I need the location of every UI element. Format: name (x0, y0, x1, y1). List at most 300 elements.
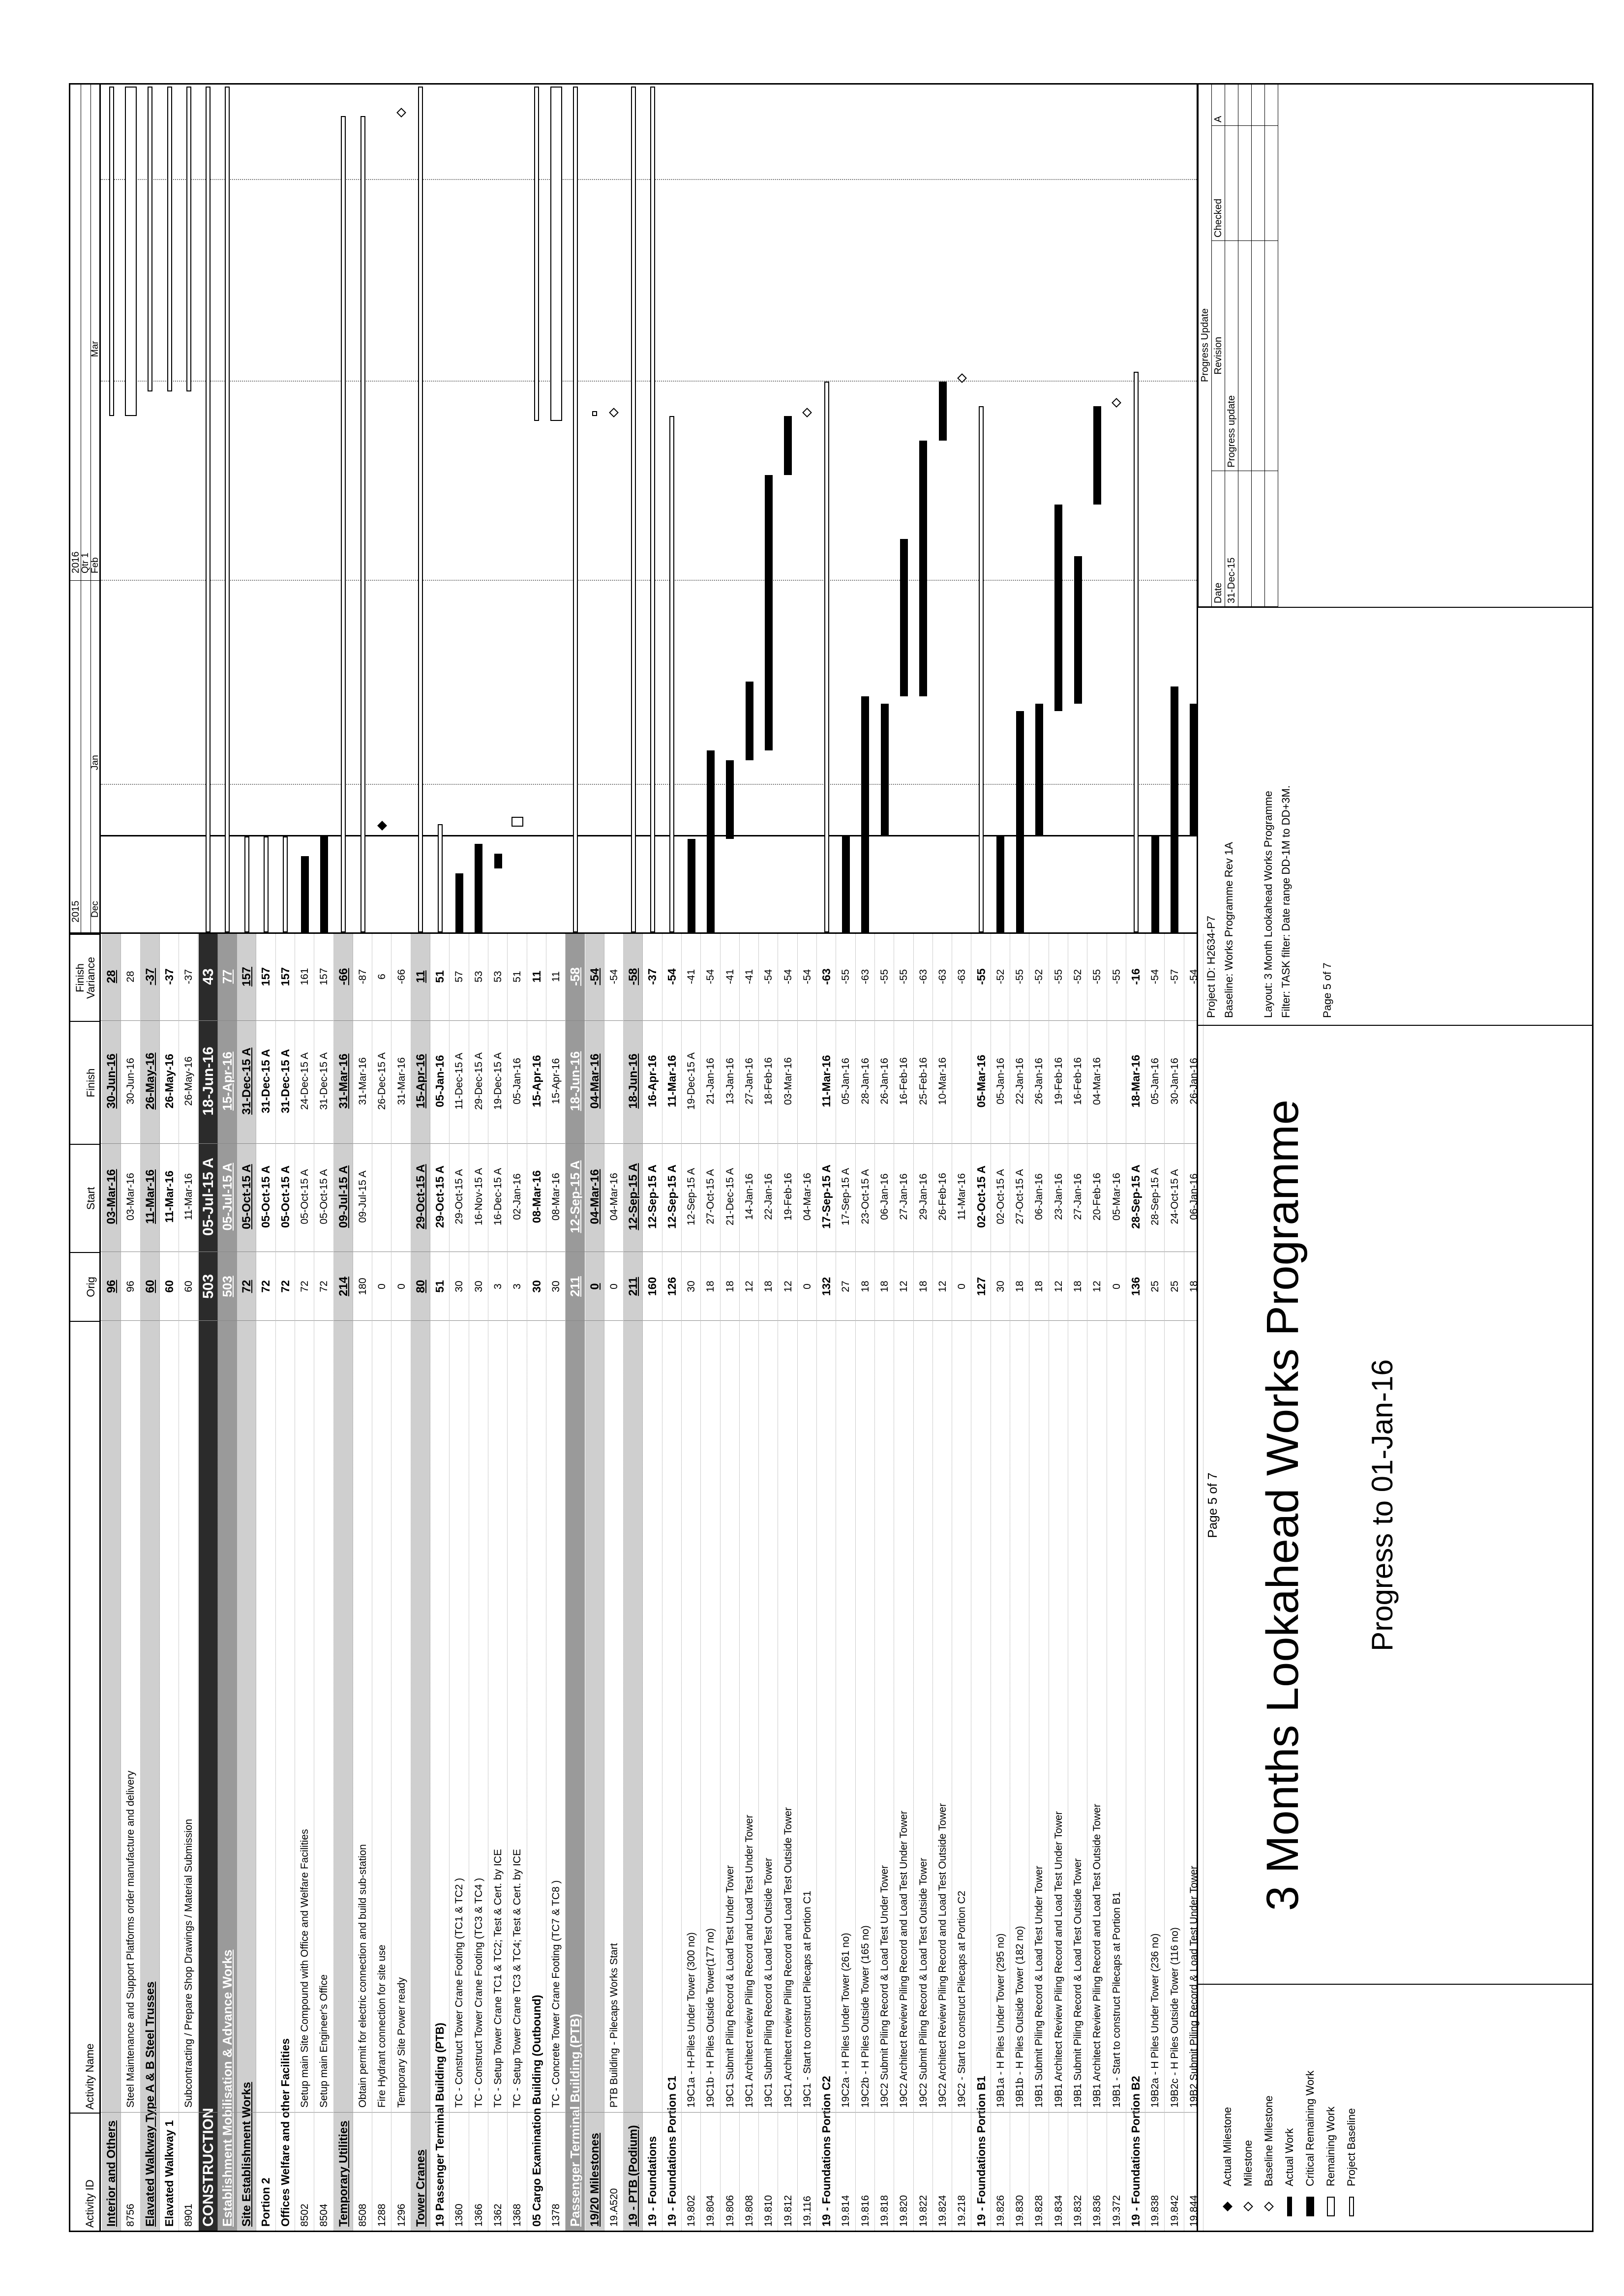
milestone-diamond-icon (377, 821, 387, 831)
timescale-years (70, 83, 81, 932)
table-row (218, 934, 237, 2231)
table-row (469, 934, 488, 2231)
summary-bar (573, 87, 578, 932)
finish-date: 18-Mar-16 (1129, 1054, 1142, 1108)
table-row (1087, 934, 1107, 2231)
activity-id: 1360 (453, 2204, 465, 2227)
finish-date: 11-Mar-16 (665, 1055, 678, 1107)
finish-variance: -52 (1072, 969, 1083, 984)
revision-cell (1225, 126, 1238, 241)
start-date: 09-Jul-15 A (357, 1170, 368, 1223)
start-date: 22-Jan-16 (763, 1173, 775, 1220)
activity-name: 19C1 Architect review Piling Record and Load Test Outside Tower (782, 1807, 794, 2108)
table-row (914, 934, 933, 2231)
orig-duration: 30 (550, 1281, 562, 1292)
critical-bar (939, 382, 947, 441)
activity-name (1126, 1326, 1145, 2108)
finish-variance: -54 (665, 968, 678, 985)
finish-variance: 11 (414, 970, 427, 983)
orig-duration: 72 (240, 1280, 254, 1293)
activity-name: 19C2a - H Piles Under Tower (261 no) (840, 1933, 852, 2108)
activity-name: 19B1 Submit Piling Record & Load Test Outside Tower (1072, 1858, 1083, 2108)
table-row (836, 934, 855, 2231)
table-row (894, 934, 913, 2231)
finish-variance: -54 (1188, 969, 1200, 984)
finish-variance: -63 (859, 969, 871, 984)
critical-bar (746, 682, 753, 760)
orig-duration: 96 (125, 1281, 137, 1292)
activity-id: 19.832 (1072, 2195, 1083, 2227)
orig-duration: 18 (705, 1281, 717, 1292)
start-date: 04-Mar-16 (801, 1173, 813, 1221)
activity-id: 1362 (492, 2204, 504, 2227)
remaining-bar (550, 87, 562, 421)
revision-cell (1265, 84, 1278, 126)
start-date: 21-Dec-15 A (724, 1168, 736, 1225)
start-date: 11-Mar-16 (143, 1169, 157, 1224)
table-row (314, 934, 333, 2231)
table-row (199, 934, 218, 2231)
milestone-diamond-icon (609, 408, 619, 417)
finish-date: 26-Jan-16 (1033, 1058, 1045, 1104)
legend-item (1321, 2107, 1341, 2218)
finish-date: 21-Jan-16 (705, 1058, 717, 1104)
activity-name: Setup main Engineer's Office (318, 1974, 330, 2108)
activity-id: 19.822 (917, 2195, 929, 2227)
finish-variance: -41 (743, 969, 755, 984)
activity-id: 19.218 (956, 2195, 968, 2227)
summary-bar (631, 87, 636, 932)
activity-name: 19B1 Architect Review Piling Record and Load Test Outside Tower (1091, 1804, 1103, 2108)
legend-swatch (1327, 2195, 1335, 2218)
finish-date: 18-Feb-16 (763, 1057, 775, 1105)
start-date: 12-Sep-15 A (568, 1160, 583, 1233)
table-row (237, 934, 256, 2231)
start-date: 02-Jan-16 (511, 1173, 523, 1220)
finish-variance: -55 (1014, 969, 1026, 984)
revision-cell (1252, 84, 1265, 126)
finish-date (952, 1023, 971, 1139)
orig-duration: 30 (473, 1281, 484, 1292)
activity-name: 19B1 - Start to construct Pilecaps at Portion B1 (1111, 1892, 1122, 2108)
critical-bar (320, 836, 328, 932)
orig-duration: 18 (879, 1281, 890, 1292)
legend-label: Baseline Milestone (1263, 2095, 1275, 2186)
finish-variance: -54 (801, 969, 813, 984)
milestone-icon (1243, 2202, 1253, 2211)
finish-variance: 11 (530, 970, 543, 983)
activity-id: 8756 (125, 2204, 137, 2227)
start-date: 12-Sep-15 A (627, 1163, 640, 1230)
main-title: 3 Months Lookahead Works Programme (1258, 1100, 1308, 1911)
orig-duration: 132 (820, 1277, 833, 1296)
orig-duration: 503 (219, 1276, 235, 1297)
orig-duration: 12 (1091, 1281, 1103, 1292)
activity-name: 19B2c - H Piles Outside Tower (116 no) (1169, 1927, 1180, 2108)
critical-bar (475, 844, 482, 932)
start-date: 24-Oct-15 A (1169, 1169, 1180, 1224)
finish-date: 05-Jan-16 (433, 1055, 447, 1107)
activity-id: 19.116 (801, 2196, 813, 2227)
table-row (585, 934, 604, 2231)
finish-variance: -87 (357, 969, 368, 984)
orig-duration: 0 (956, 1283, 968, 1289)
activity-id: Site Establishment Works (240, 2082, 254, 2227)
finish-date: 27-Jan-16 (743, 1058, 755, 1104)
finish-variance: 157 (259, 967, 272, 986)
table-row (817, 934, 836, 2231)
header-finish-variance (70, 934, 101, 1021)
activity-id: 19.806 (724, 2195, 736, 2227)
start-date (392, 1146, 411, 1247)
finish-variance: -37 (183, 969, 195, 984)
activity-id: 19.824 (936, 2195, 948, 2227)
table-row (102, 934, 121, 2231)
critical-bar (1016, 711, 1024, 932)
orig-duration: 30 (453, 1281, 465, 1292)
activity-name: 19B2 Submit Piling Record & Load Test Under Tower (1188, 1866, 1200, 2108)
start-date (372, 1146, 391, 1247)
finish-variance: -54 (1149, 969, 1161, 984)
activity-id: Offices Welfare and other Facilities (278, 2038, 292, 2227)
activity-name (411, 1326, 430, 2108)
finish-date: 15-Apr-16 (530, 1055, 543, 1107)
activity-name (199, 1326, 218, 2108)
finish-date: 26-May-16 (143, 1052, 157, 1110)
summary-bar (264, 836, 269, 932)
title-block (1197, 85, 1594, 2231)
finish-variance: -63 (936, 969, 948, 984)
activity-name: 19B1 Architect Review Piling Record and Load Test Under Tower (1053, 1811, 1064, 2108)
legend-swatch (1287, 2195, 1292, 2218)
orig-duration: 211 (627, 1277, 640, 1296)
orig-duration: 18 (1072, 1281, 1083, 1292)
revision-col-revision: Revision (1212, 240, 1225, 471)
start-date: 28-Sep-15 A (1149, 1168, 1161, 1225)
summary-bar (979, 406, 984, 932)
activity-name (218, 1326, 237, 2108)
orig-duration: 211 (568, 1276, 583, 1297)
finish-variance: -54 (782, 969, 794, 984)
activity-id: 19.804 (705, 2195, 717, 2227)
activity-name (160, 1326, 179, 2108)
table-row (972, 934, 991, 2231)
activity-id: Tower Cranes (414, 2149, 427, 2227)
orig-duration: 60 (143, 1280, 157, 1293)
table-row (643, 934, 662, 2231)
activity-name: 19C2 Submit Piling Record & Load Test Outside Tower (917, 1857, 929, 2108)
activity-name: Obtain permit for electric connection and build sub-station (357, 1844, 368, 2108)
finish-date: 31-Mar-16 (336, 1053, 350, 1109)
header-finish-variance-line2: Variance (85, 956, 97, 999)
revision-cell (1252, 471, 1265, 606)
start-date: 28-Sep-15 A (1129, 1164, 1142, 1229)
activity-name: 19C1 - Start to construct Pilecaps at Portion C1 (801, 1890, 813, 2108)
activity-id: 19.814 (840, 2195, 852, 2227)
table-row (121, 934, 140, 2231)
orig-duration: 136 (1129, 1277, 1142, 1296)
orig-duration: 60 (183, 1281, 195, 1292)
orig-duration: 0 (801, 1283, 813, 1289)
finish-date: 05-Jan-16 (1149, 1058, 1161, 1104)
table-row (759, 934, 778, 2231)
revision-row1-revision: Progress update (1225, 240, 1238, 471)
title-area (1198, 1026, 1594, 1985)
critical-bar (301, 856, 309, 932)
start-date: 05-Oct-15 A (259, 1165, 272, 1228)
remaining-bar (511, 817, 523, 827)
orig-duration: 0 (395, 1283, 407, 1289)
finish-variance: -52 (994, 969, 1006, 984)
month-dec: Dec (90, 901, 100, 918)
table-row (566, 934, 585, 2231)
critical-bar (494, 854, 502, 868)
activity-id: 19.A520 (608, 2188, 620, 2227)
start-date: 27-Jan-16 (1072, 1173, 1083, 1220)
table-row (1010, 934, 1029, 2231)
start-date: 05-Oct-15 A (299, 1169, 310, 1224)
critical-bar (1074, 556, 1082, 704)
table-row (1107, 934, 1126, 2231)
activity-name: Fire Hydrant connection for site use (376, 1944, 388, 2108)
year-2015: 2015 (70, 900, 81, 923)
table-row (875, 934, 894, 2231)
start-date: 04-Mar-16 (608, 1173, 620, 1221)
finish-variance: 157 (278, 967, 292, 986)
activity-name (643, 1326, 662, 2108)
orig-duration: 3 (511, 1283, 523, 1289)
activity-id: 19.838 (1149, 2195, 1161, 2227)
table-row (141, 934, 160, 2231)
activity-id: 19.834 (1053, 2195, 1064, 2227)
table-row (508, 934, 527, 2231)
activity-id: CONSTRUCTION (200, 2108, 216, 2227)
orig-duration: 12 (1053, 1281, 1064, 1292)
critical-bar (881, 704, 889, 836)
critical-bar (455, 873, 463, 932)
finish-date: 26-Jan-16 (879, 1058, 890, 1104)
revision-cell (1238, 471, 1252, 606)
activity-name: TC - Setup Tower Crane TC3 & TC4; Test & Cert. by ICE (511, 1849, 523, 2108)
finish-date: 29-Dec-15 A (473, 1052, 484, 1110)
table-row (779, 934, 798, 2231)
activity-id: 8502 (299, 2204, 310, 2227)
table-row (392, 934, 411, 2231)
finish-variance: 157 (240, 966, 254, 987)
orig-duration: 503 (200, 1274, 216, 1299)
start-date: 26-Feb-16 (936, 1173, 948, 1221)
critical-bar (765, 475, 773, 750)
activity-id: 19 - Foundations Portion B1 (974, 2076, 988, 2227)
table-row (295, 934, 314, 2231)
finish-variance: 51 (511, 971, 523, 983)
table-row (527, 934, 546, 2231)
page-label: Page 5 of 7 (1205, 1472, 1220, 1538)
critical-bar (1171, 686, 1178, 932)
orig-duration: 30 (686, 1281, 697, 1292)
remaining-bar (125, 87, 137, 416)
activity-id: 1296 (395, 2204, 407, 2227)
start-date: 02-Oct-15 A (974, 1165, 988, 1228)
activity-name: Setup main Site Compound with Office and Welfare Facilities (299, 1829, 310, 2108)
legend-item (1280, 2128, 1299, 2218)
start-date: 29-Jan-16 (917, 1173, 929, 1220)
table-row (1049, 934, 1068, 2231)
table-row (1029, 934, 1049, 2231)
finish-variance: -55 (1111, 969, 1122, 984)
activity-id: 19.828 (1033, 2195, 1045, 2227)
orig-duration: 127 (974, 1277, 988, 1296)
activity-name: 19C2b - H Piles Outside Tower (165 no) (859, 1925, 871, 2108)
finish-date: 03-Mar-16 (782, 1057, 794, 1105)
finish-variance: -37 (162, 968, 176, 985)
start-date: 06-Jan-16 (1188, 1173, 1200, 1220)
finish-date: 04-Mar-16 (588, 1053, 601, 1109)
table-row (430, 934, 450, 2231)
orig-duration: 18 (763, 1281, 775, 1292)
start-date: 04-Mar-16 (588, 1169, 601, 1224)
activity-name: 19B2a - H Piles Under Tower (236 no) (1149, 1933, 1161, 2108)
activity-name: 19C2 - Start to construct Pilecaps at Portion C2 (956, 1890, 968, 2108)
sub-title: Progress to 01-Jan-16 (1366, 1359, 1399, 1651)
orig-duration: 0 (376, 1283, 388, 1289)
finish-date: 25-Feb-16 (917, 1057, 929, 1105)
activity-name (102, 1326, 121, 2108)
finish-date: 31-Dec-15 A (278, 1049, 292, 1113)
finish-variance: -63 (917, 969, 929, 984)
activity-id: 19 Passenger Terminal Building (PTB) (433, 2023, 447, 2227)
summary-bar (418, 87, 423, 932)
legend-label: Actual Milestone (1221, 2107, 1233, 2186)
critical-bar (726, 760, 734, 839)
milestone-diamond-icon (803, 408, 812, 417)
start-date: 11-Mar-16 (956, 1173, 968, 1221)
remaining-work-icon (1327, 2197, 1335, 2216)
activity-name (430, 1326, 450, 2108)
critical-bar (1151, 836, 1159, 932)
finish-date: 31-Mar-16 (395, 1057, 407, 1105)
finish-date: 15-Apr-16 (414, 1054, 427, 1108)
table-row (1068, 934, 1087, 2231)
activity-id: 19 - Foundations Portion C1 (665, 2076, 678, 2227)
revision-cell (1252, 126, 1265, 241)
activity-id: 19.810 (763, 2195, 775, 2227)
activity-id: Elavated Walkway Type A & B Steel Trusses (143, 1981, 157, 2227)
finish-date (1107, 1023, 1126, 1139)
legend-label: Critical Remaining Work (1304, 2070, 1316, 2186)
start-date: 14-Jan-16 (743, 1173, 755, 1220)
orig-duration: 80 (414, 1280, 427, 1293)
finish-variance: 53 (473, 971, 484, 983)
start-date: 27-Jan-16 (898, 1173, 910, 1220)
activity-id: Interior and Others (105, 2120, 118, 2227)
finish-variance: -54 (763, 969, 775, 984)
start-date: 16-Dec-15 A (492, 1168, 504, 1225)
finish-date: 30-Jun-16 (105, 1053, 118, 1109)
orig-duration: 51 (433, 1280, 447, 1293)
legend-item (1342, 2108, 1361, 2218)
activity-id: 1288 (376, 2204, 388, 2227)
finish-date: 15-Apr-16 (219, 1051, 235, 1111)
baseline-milestone-icon (1264, 2202, 1274, 2211)
orig-duration: 3 (492, 1283, 504, 1289)
divider (101, 2112, 1197, 2113)
activity-id: Elavated Walkway 1 (162, 2120, 176, 2227)
finish-variance: -63 (820, 968, 833, 985)
summary-bar (650, 87, 655, 932)
activity-name (237, 1326, 256, 2108)
activity-name: TC - Setup Tower Crane TC1 & TC2; Test & Cert. by ICE (492, 1849, 504, 2108)
start-date: 12-Sep-15 A (665, 1164, 678, 1229)
start-date: 23-Oct-15 A (859, 1169, 871, 1224)
finish-date: 28-Jan-16 (859, 1058, 871, 1104)
activity-id: 19 - Foundations Portion B2 (1129, 2076, 1142, 2227)
legend (1198, 1984, 1594, 2231)
finish-date: 30-Jun-16 (125, 1058, 137, 1104)
orig-duration: 12 (936, 1281, 948, 1292)
milestone-diamond-icon (1112, 398, 1121, 408)
finish-variance: 28 (105, 970, 118, 984)
activity-name: 19B1 Submit Piling Record & Load Test Under Tower (1033, 1866, 1045, 2108)
summary-bar (534, 87, 539, 421)
revision-cell (1265, 126, 1278, 241)
revision-heading: Progress Update (1199, 84, 1212, 607)
table-row (450, 934, 469, 2231)
activity-id: 8504 (318, 2204, 330, 2227)
orig-duration: 0 (588, 1283, 601, 1290)
project-info (1198, 607, 1594, 1026)
orig-duration: 0 (608, 1283, 620, 1289)
finish-variance: -57 (1169, 969, 1180, 984)
finish-date: 16-Feb-16 (898, 1057, 910, 1105)
activity-name: 19B1b - H Piles Outside Tower (182 no) (1014, 1926, 1026, 2108)
orig-duration: 96 (105, 1280, 118, 1293)
summary-bar (206, 87, 211, 932)
table-row (682, 934, 701, 2231)
table-row (1145, 934, 1165, 2231)
table-row (952, 934, 971, 2231)
summary-bar (341, 116, 346, 932)
start-date: 29-Oct-15 A (414, 1164, 427, 1229)
activity-name (585, 1326, 604, 2108)
header-finish: Finish (70, 1021, 101, 1144)
summary-bar (283, 836, 288, 932)
activity-id: 19 - Foundations (646, 2136, 659, 2227)
orig-duration: 25 (1169, 1281, 1180, 1292)
table-row (353, 934, 372, 2231)
month-mar: Mar (90, 341, 100, 357)
critical-bar (842, 836, 850, 932)
activity-name: PTB Building - Pilecaps Works Start (608, 1943, 620, 2108)
orig-duration: 30 (530, 1280, 543, 1293)
timescale-months (91, 83, 101, 932)
start-date: 05-Oct-15 A (240, 1164, 254, 1229)
finish-variance: 157 (318, 968, 330, 985)
finish-variance: -54 (608, 969, 620, 984)
start-date: 16-Nov-15 A (473, 1168, 484, 1225)
summary-bar (148, 87, 152, 391)
divider (101, 1143, 1197, 1144)
start-date: 09-Jul-15 A (336, 1165, 350, 1228)
revision-cell (1238, 84, 1252, 126)
gridline (101, 784, 1197, 785)
activity-id: 19.836 (1091, 2195, 1103, 2227)
critical-remaining-work-icon (1306, 2197, 1314, 2216)
finish-date: 10-Mar-16 (936, 1057, 948, 1105)
start-date: 06-Jan-16 (1033, 1173, 1045, 1220)
start-date: 03-Mar-16 (125, 1173, 137, 1221)
start-date: 12-Sep-15 A (646, 1164, 659, 1229)
